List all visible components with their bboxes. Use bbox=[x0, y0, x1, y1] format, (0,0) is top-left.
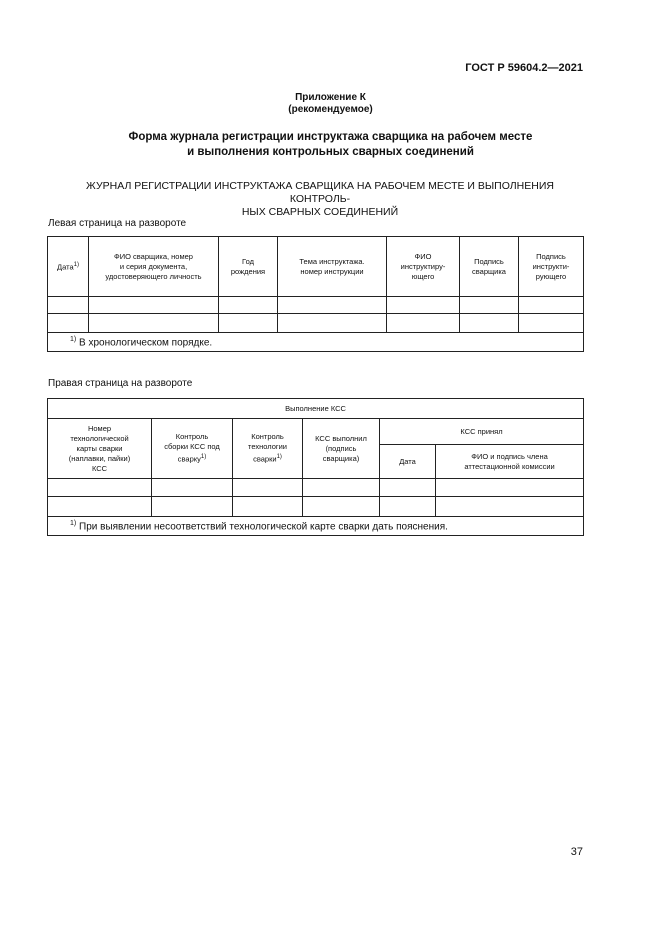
col-welder-signature: Подпись сварщика bbox=[460, 237, 519, 297]
col-assembly-control: Контроль сборки КСС под сварку$^{1)}$ bbox=[152, 419, 233, 479]
left-header-row bbox=[48, 237, 584, 297]
left-page-caption: Левая страница на развороте bbox=[48, 218, 187, 229]
table-cell[interactable] bbox=[387, 297, 460, 314]
left-page-table bbox=[47, 236, 584, 352]
table-cell[interactable] bbox=[233, 479, 303, 497]
form-title-line1: Форма журнала регистрации инструктажа сварщика на рабочем месте bbox=[128, 131, 533, 143]
col-birth-year: Год рождения bbox=[219, 237, 278, 297]
table-cell[interactable] bbox=[152, 479, 233, 497]
table-cell[interactable] bbox=[519, 297, 584, 314]
table-cell[interactable] bbox=[48, 497, 152, 517]
table-cell[interactable] bbox=[233, 497, 303, 517]
table-cell[interactable] bbox=[48, 479, 152, 497]
left-footnote: $^{1)}$ В хронологическом порядке. bbox=[48, 333, 584, 352]
table-cell[interactable] bbox=[436, 479, 584, 497]
appendix-subtitle: (рекомендуемое) bbox=[288, 104, 373, 115]
col-commission-member: ФИО и подпись члена аттестационной комиссии bbox=[436, 445, 584, 479]
table-cell[interactable] bbox=[436, 497, 584, 517]
footnote-row bbox=[48, 517, 584, 536]
col-instructor-fio: ФИО инструктиру- ющего bbox=[387, 237, 460, 297]
right-page-table bbox=[47, 398, 584, 536]
table-cell[interactable] bbox=[519, 314, 584, 333]
table-cell[interactable] bbox=[48, 314, 89, 333]
standard-number: ГОСТ Р 59604.2—2021 bbox=[465, 62, 583, 74]
form-title-line2: и выполнения контрольных сварных соединений bbox=[187, 146, 474, 158]
table-cell[interactable] bbox=[219, 314, 278, 333]
table-cell[interactable] bbox=[303, 497, 380, 517]
table-row bbox=[48, 479, 584, 497]
table-row bbox=[48, 314, 584, 333]
col-ksc-performed: КСС выполнил (подпись сварщика) bbox=[303, 419, 380, 479]
col-tech-card-number: Номер технологической карты сварки (наплавки, пайки) КСС bbox=[48, 419, 152, 479]
table-row bbox=[48, 497, 584, 517]
table-row bbox=[48, 297, 584, 314]
col-tech-control: Контроль технологии сварки$^{1)}$ bbox=[233, 419, 303, 479]
table-cell[interactable] bbox=[278, 314, 387, 333]
right-header-row-1 bbox=[48, 419, 584, 445]
right-footnote: $^{1)}$ При выявлении несоответствий технологической карте сварки дать пояснения. bbox=[48, 517, 584, 536]
appendix-heading bbox=[0, 92, 661, 116]
col-topic: Тема инструктажа. номер инструкции bbox=[278, 237, 387, 297]
table-cell[interactable] bbox=[89, 297, 219, 314]
table-cell[interactable] bbox=[303, 479, 380, 497]
table-cell[interactable] bbox=[152, 497, 233, 517]
right-page-caption: Правая страница на развороте bbox=[48, 378, 193, 389]
table-cell[interactable] bbox=[380, 497, 436, 517]
col-welder-fio: ФИО сварщика, номер и серия документа, удостоверяющего личность bbox=[89, 237, 219, 297]
group-header-accepted: КСС принял bbox=[380, 419, 584, 445]
group-header-ksc: Выполнение КСС bbox=[48, 399, 584, 419]
table-cell[interactable] bbox=[278, 297, 387, 314]
table-cell[interactable] bbox=[219, 297, 278, 314]
col-instructor-signature: Подпись инструкти- рующего bbox=[519, 237, 584, 297]
table-cell[interactable] bbox=[380, 479, 436, 497]
col-accept-date: Дата bbox=[380, 445, 436, 479]
journal-title-line2: НЫХ СВАРНЫХ СОЕДИНЕНИЙ bbox=[241, 206, 399, 218]
table-cell[interactable] bbox=[48, 297, 89, 314]
footnote-row bbox=[48, 333, 584, 352]
table-cell[interactable] bbox=[387, 314, 460, 333]
journal-title-line1: ЖУРНАЛ РЕГИСТРАЦИИ ИНСТРУКТАЖА СВАРЩИКА НА РАБОЧЕМ МЕСТЕ И ВЫПОЛНЕНИЯ КОНТРОЛЬ- bbox=[86, 180, 554, 205]
table-cell[interactable] bbox=[89, 314, 219, 333]
table-cell[interactable] bbox=[460, 314, 519, 333]
col-date: Дата$^{1)}$ bbox=[48, 237, 89, 297]
journal-title bbox=[60, 180, 580, 219]
form-title bbox=[0, 130, 661, 160]
page-number: 37 bbox=[570, 846, 583, 858]
appendix-title: Приложение К bbox=[295, 92, 366, 103]
table-cell[interactable] bbox=[460, 297, 519, 314]
right-group-header-row bbox=[48, 399, 584, 419]
